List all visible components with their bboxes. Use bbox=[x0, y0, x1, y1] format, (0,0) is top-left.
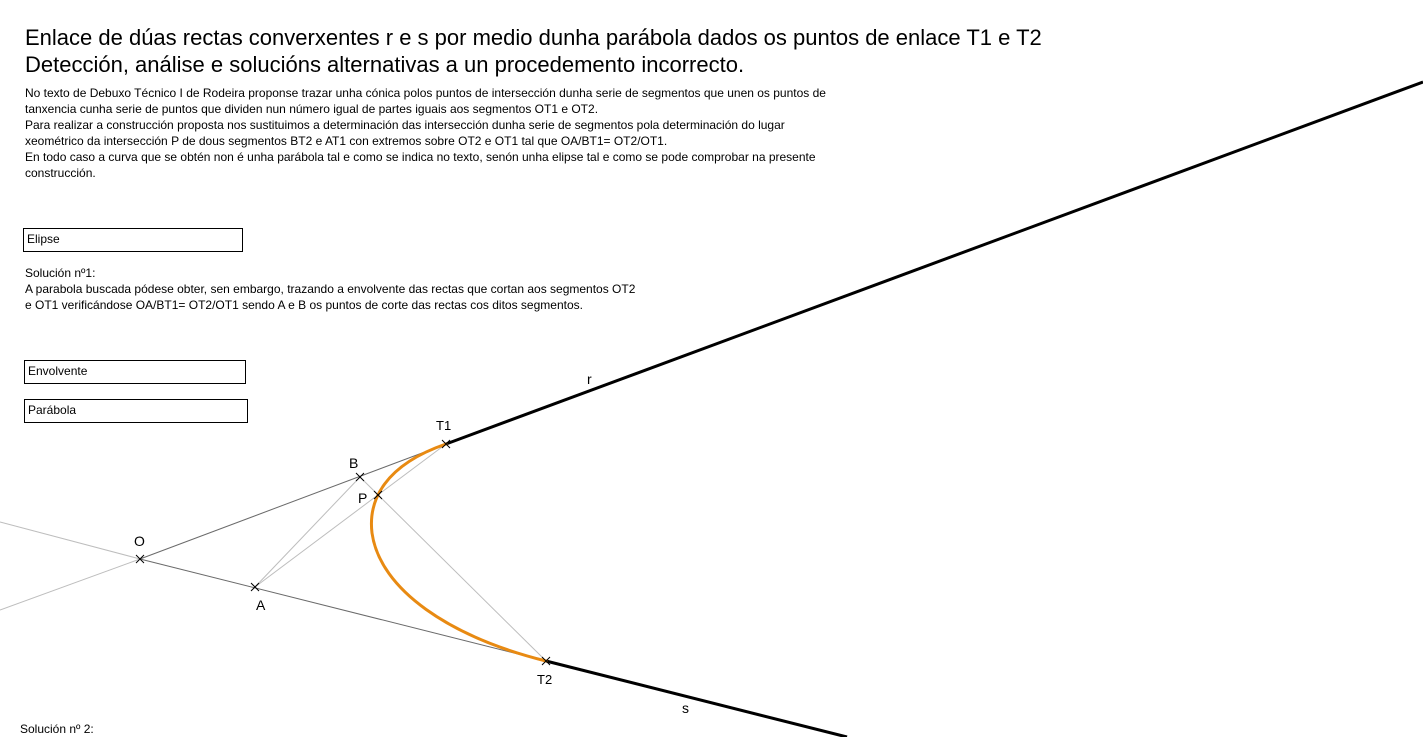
segment-BT2 bbox=[360, 477, 546, 661]
envolvente-toggle[interactable]: Envolvente bbox=[24, 360, 246, 384]
line-s-extension bbox=[0, 522, 140, 559]
segment-AB bbox=[255, 477, 360, 587]
segment-OT1 bbox=[140, 444, 446, 559]
parabola-toggle[interactable]: Parábola bbox=[24, 399, 248, 423]
solution1-text: Solución nº1: A parabola buscada pódese obter, sen embargo, trazando a envolvente das rectas que cortan aos segmentos OT2 e OT1 verificándose OA/BT1= OT2/OT1 sendo A e B os puntos de corte das rectas cos ditos segmentos. bbox=[25, 266, 636, 312]
conic-curve bbox=[371, 444, 546, 661]
elipse-toggle[interactable]: Elipse bbox=[23, 228, 243, 252]
point-O-marker bbox=[136, 555, 144, 563]
label-A: A bbox=[256, 597, 266, 613]
label-T1: T1 bbox=[436, 418, 452, 433]
intro-text: No texto de Debuxo Técnico I de Rodeira proponse trazar unha cónica polos puntos de intersección dunha serie de segmentos que unen os puntos de tanxencia cunha serie de puntos que dividen nun número igual de partes iguais aos segmentos OT1 e OT2. Para realizar a construcción proposta nos sustituimos a determinación das intersección dunha serie de segmentos pola determinación do lugar xeométrico da intersección P de dous segmentos BT2 e AT1 con extremos sobre OT2 e OT1 tal que OA/BT1= OT2/OT1. En todo caso a curva que se obtén non é unha parábola tal e como se indica no texto, senón unha elipse tal e como se pode comprobar na presente construcción. bbox=[25, 86, 826, 180]
solution2-label: Solución nº 2: bbox=[20, 722, 94, 736]
label-P: P bbox=[358, 490, 368, 506]
segment-OT2 bbox=[140, 559, 546, 661]
label-s: s bbox=[682, 700, 689, 716]
page-title: Enlace de dúas rectas converxentes r e s por medio dunha parábola dados os puntos de enlace T1 e T2 bbox=[25, 25, 1042, 50]
page-subtitle: Detección, análise e solucións alternativas a un procedemento incorrecto. bbox=[25, 52, 745, 77]
label-O: O bbox=[134, 533, 145, 549]
label-T2: T2 bbox=[537, 672, 553, 687]
label-r: r bbox=[587, 371, 592, 387]
line-s bbox=[546, 661, 847, 737]
line-r-extension bbox=[0, 559, 140, 610]
label-B: B bbox=[349, 455, 359, 471]
